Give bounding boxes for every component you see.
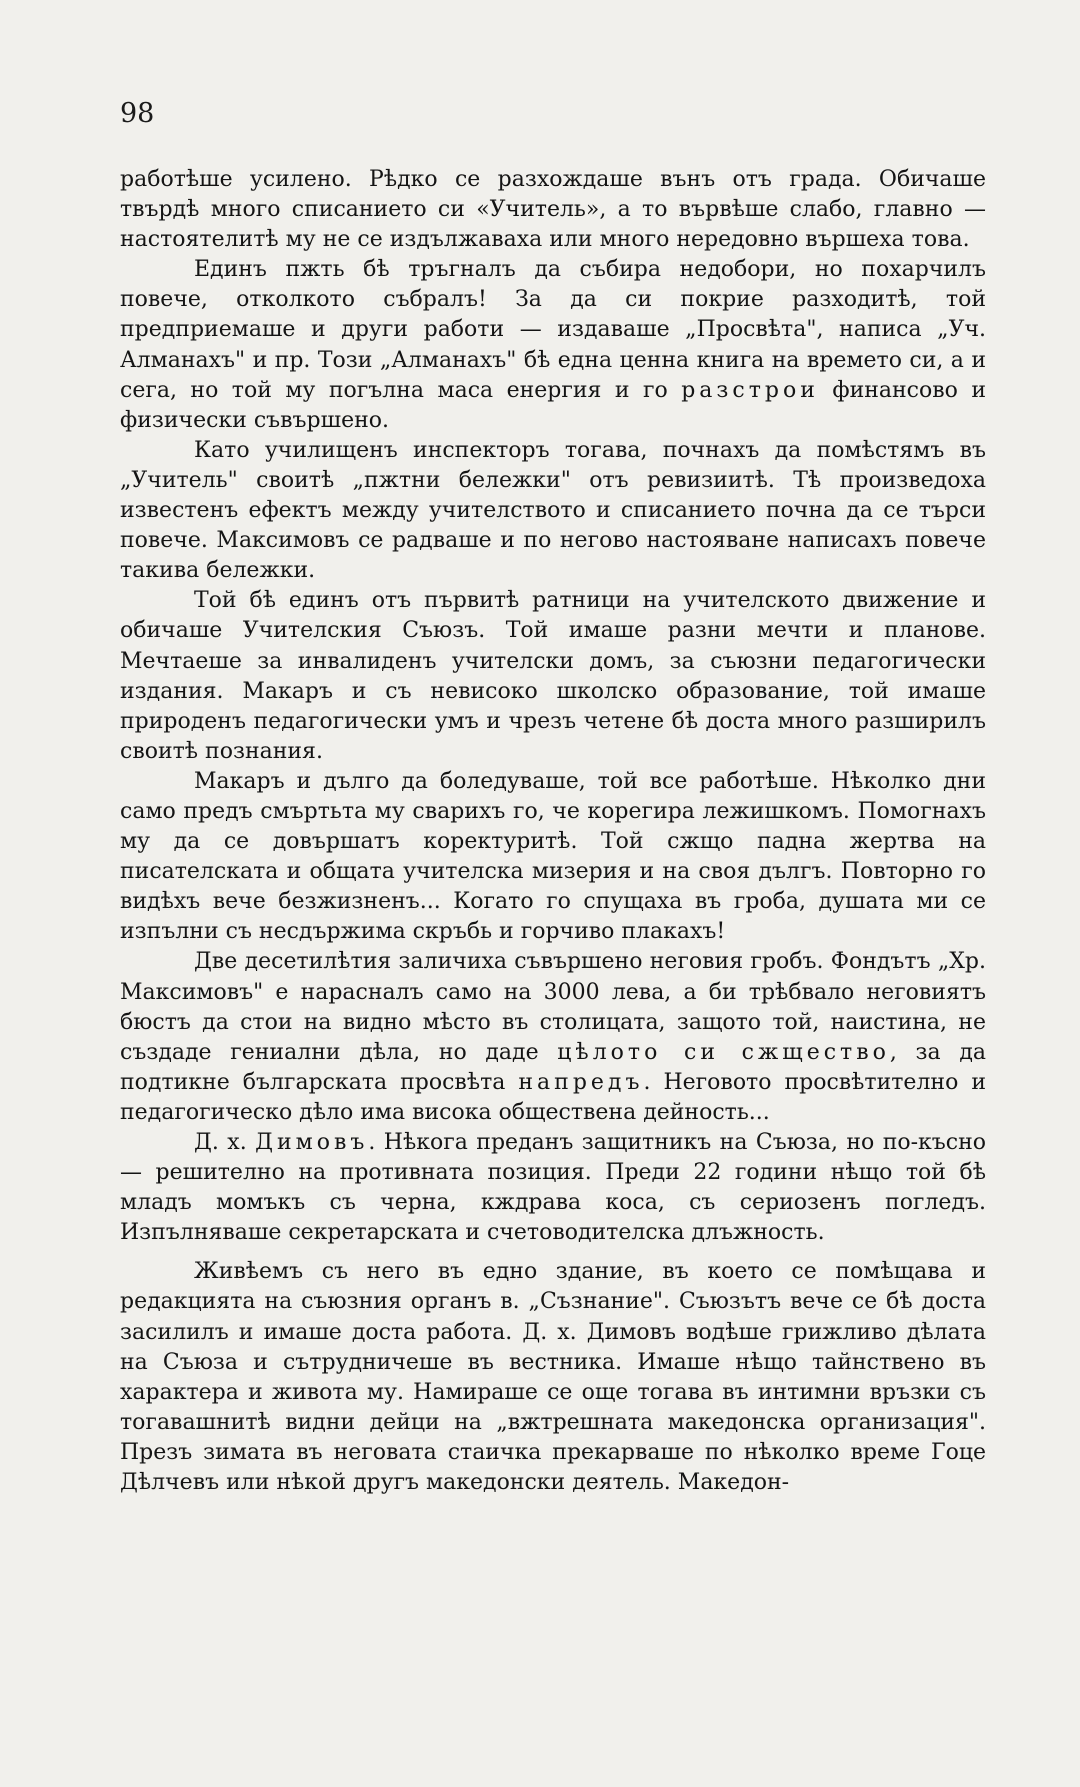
paragraph-7: Д. х. Димовъ. Нѣкога преданъ защитникъ на Съюза, но по-късно — решително на противната позиция. Преди 22 години нѣщо той бѣ младъ момъкъ съ черна, кждрава коса, съ сериозенъ погледъ. Изпълняваше секретарската и счетоводителска длъжность. (120, 1130, 987, 1246)
paragraph-4: Той бѣ единъ отъ първитѣ ратници на учителското движение и обичаше Учителския Съюзъ. Той имаше разни мечти и планове. Мечтаеше за инвалиденъ учителски домъ, за съюзни педагогически издания. Макаръ и съ невисоко школско образование, той имаше природенъ педагогически умъ и чрезъ четене бѣ доста много разширилъ своитѣ познания. (120, 588, 986, 764)
spaced-emphasis: цѣлото си сжщество (557, 1039, 890, 1065)
page-number: 98 (120, 98, 155, 129)
paragraph-6: Две десетилѣтия заличиха съвършено неговия гробъ. Фондътъ „Хр. Максимовъ" е нарасналъ само на 3000 лева, а би трѣбвало неговиятъ бюстъ да стои на видно мѣсто въ столицата, защото той, наистина, не създаде гениални дѣла, но даде цѣлото си сжщество, за да подтикне българската просвѣта напредъ. Неговото просвѣтително и педагогическо дѣло има висока обществена дейность... (120, 949, 986, 1125)
spaced-emphasis: Димовъ (255, 1130, 369, 1155)
paragraph-3: Като училищенъ инспекторъ тогава, почнахъ да помѣстямъ въ „Учитель" своитѣ „пжтни бележки" отъ ревизиитѣ. Тѣ произведоха известенъ ефектъ между учителството и списанието почна да се търси повече. Максимовъ се радваше и по негово настояване написахъ повече такива бележки. (120, 437, 986, 584)
paragraph-5: Макаръ и дълго да боледуваше, той все работѣше. Нѣколко дни само предъ смъртьта му сварихъ го, че корегира лежишкомъ. Помогнахъ му да се довършатъ коректуритѣ. Той сжщо падна жертва на писателската и общата учителска мизерия и на своя дългъ. Повторно го видѣхъ вече безжизненъ... Когато го спущаха въ гроба, душата ми се изпълни съ несдържима скръбь и горчиво плакахъ! (120, 768, 986, 945)
spaced-emphasis: разстрои (681, 377, 819, 403)
body-text (120, 165, 986, 1498)
paragraph-1: работѣше усилено. Рѣдко се разхождаше вънъ отъ града. Обичаше твърдѣ много списанието си «Учитель», а то вървѣше слабо, главно — настоятелитѣ му не се издължаваха или много нередовно вършеха това. (120, 167, 986, 253)
paragraph-2: Единъ пжть бѣ тръгналъ да събира недобори, но похарчилъ повече, отколкото събралъ! За да си покрие разходитѣ, той предприемаше и други работи — издаваше „Просвѣта", написа „Уч. Алманахъ" и пр. Този „Алманахъ" бѣ една ценна книга на времето си, а и сега, но той му погълна маса енергия и го разстрои финансово и физически съвършено. (120, 257, 986, 433)
paragraph-8: Живѣемъ съ него въ едно здание, въ което се помѣщава и редакцията на съюзния органъ в. „Съзнание". Съюзътъ вече се бѣ доста засилилъ и имаше доста работа. Д. х. Димовъ водѣше грижливо дѣлата на Съюза и сътрудничеше въ вестника. Имаше нѣщо тайнствено въ характера и живота му. Намираше се още тогава въ интимни връзки съ тогавашнитѣ видни дейци на „вжтрешната македонска организация". Презъ зимата въ неговата стаичка прекарваше по нѣколко време Гоце Дѣлчевъ или нѣкой другъ македонски деятель. Македон- (120, 1259, 986, 1496)
spaced-emphasis: напредъ (518, 1069, 644, 1095)
